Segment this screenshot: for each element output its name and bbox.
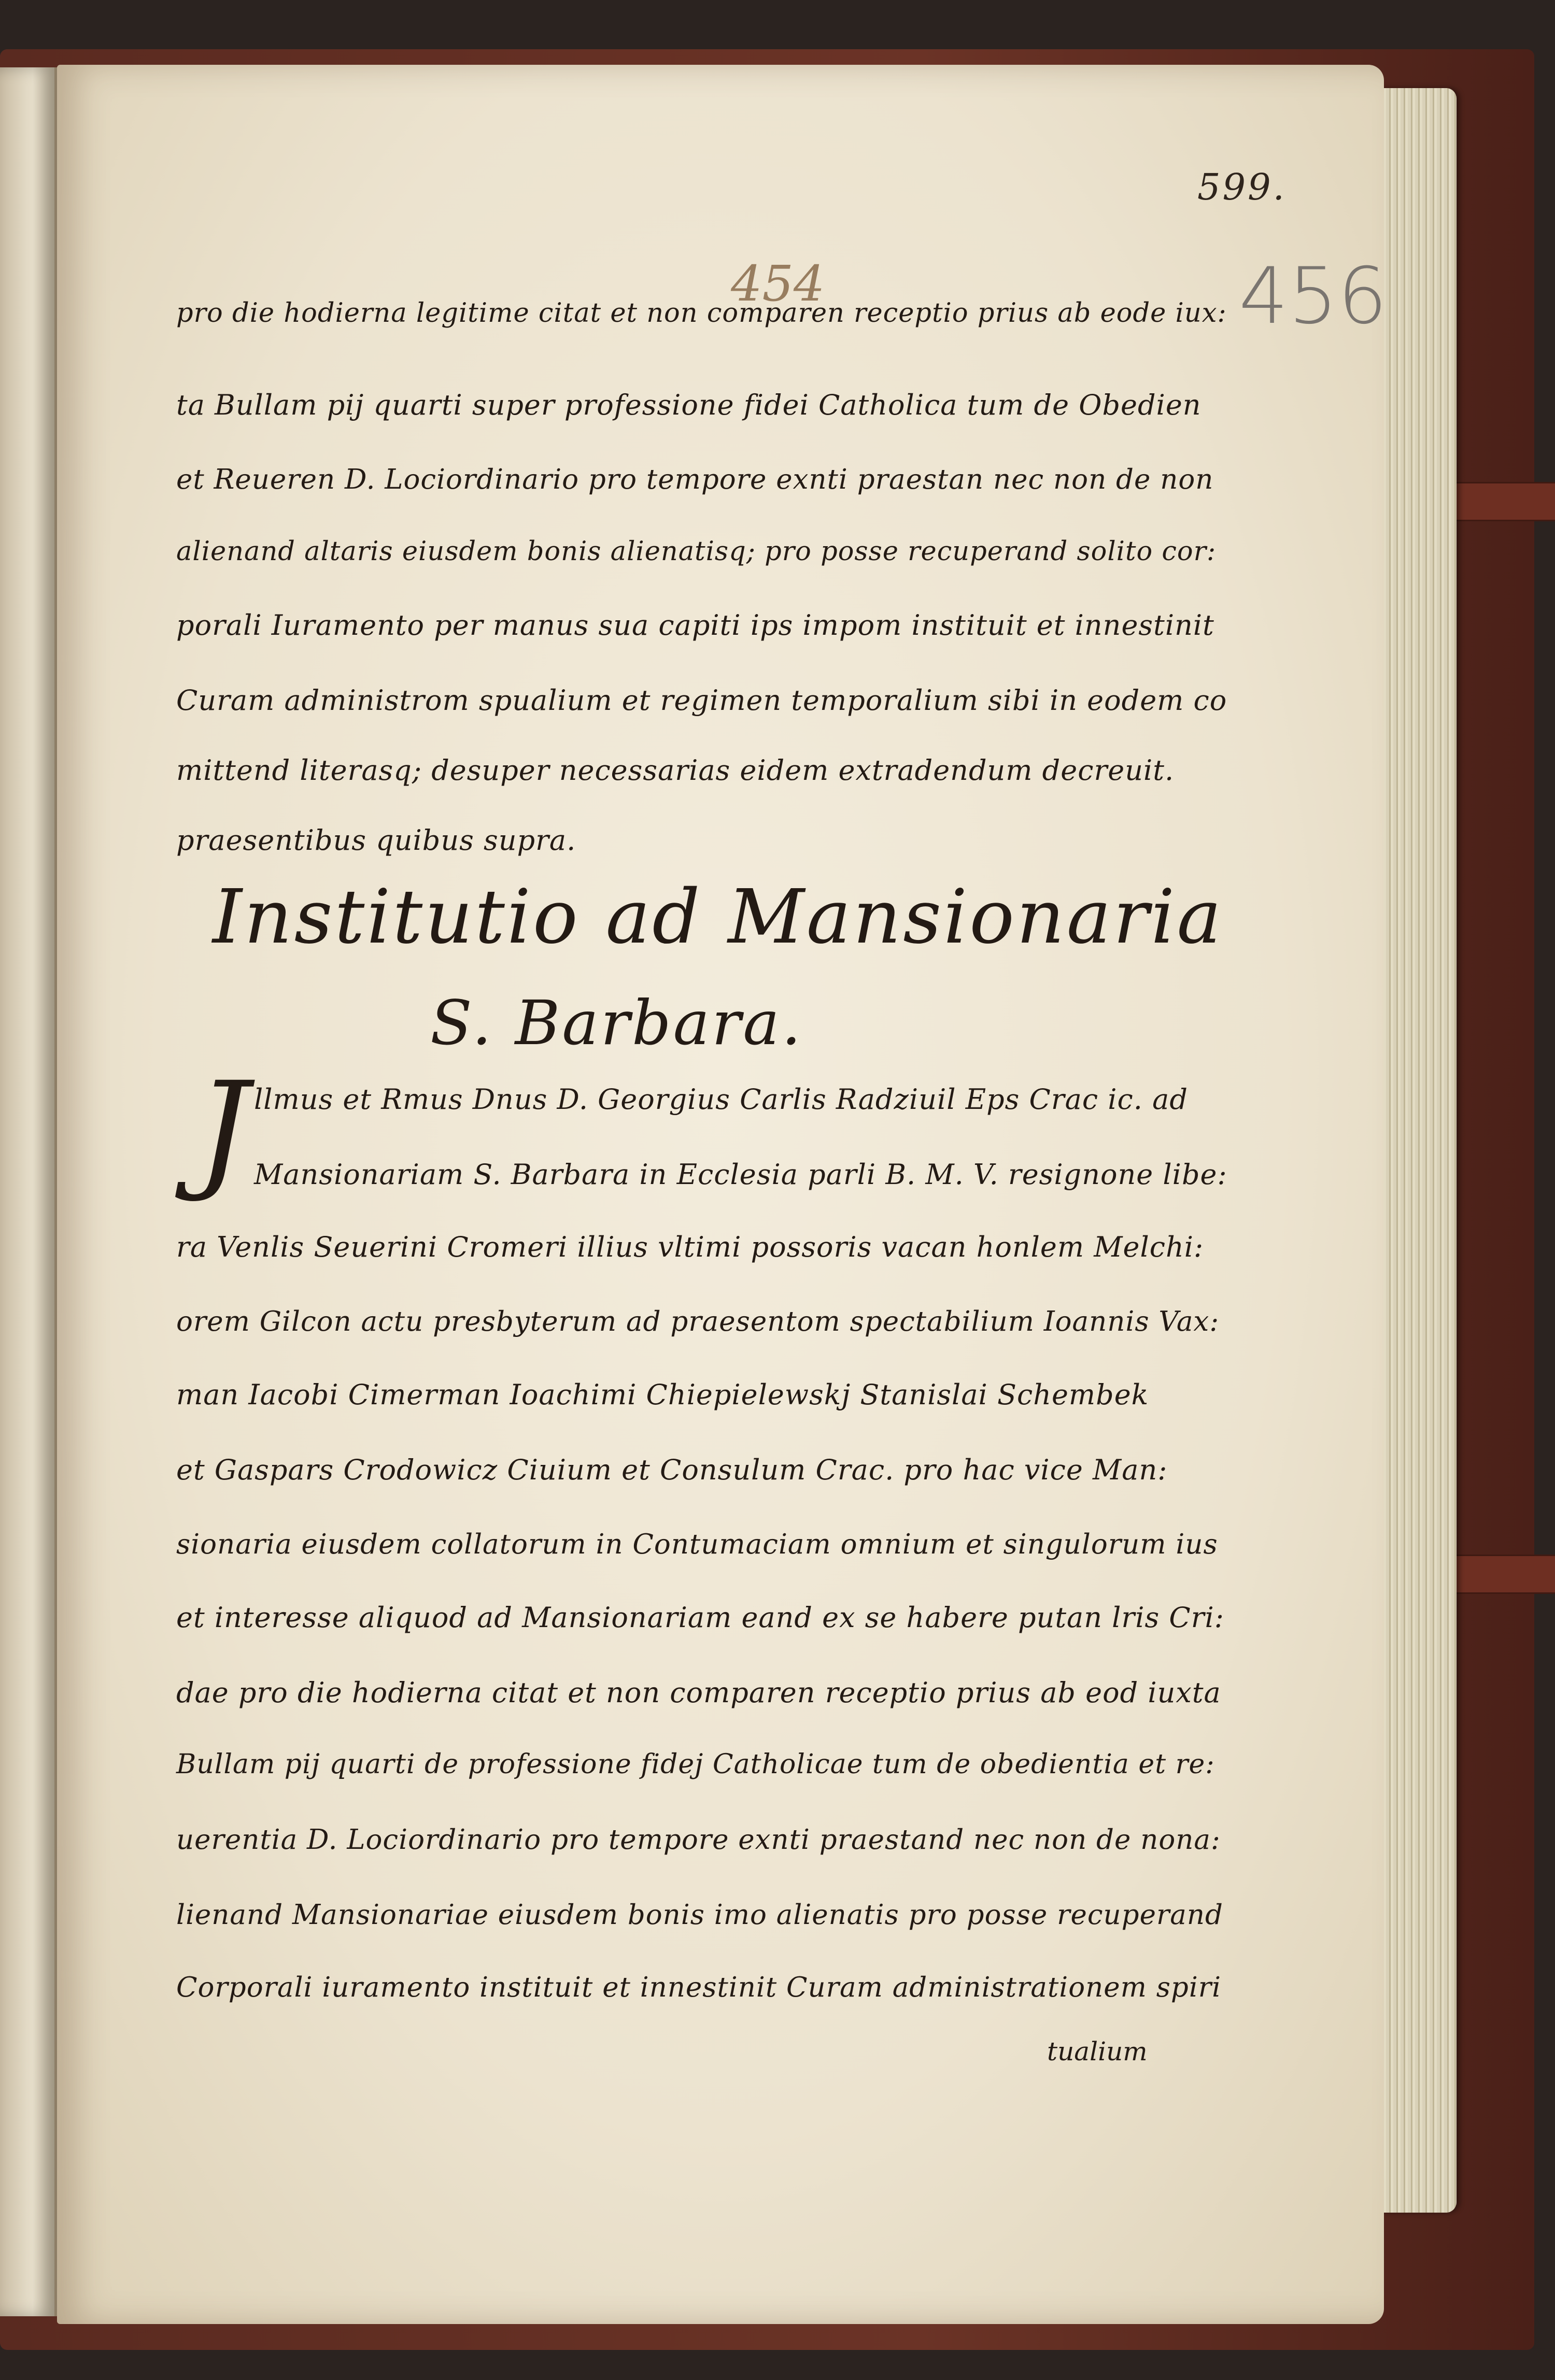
ink-page-number: 454 [731,255,825,312]
text-line: lienand Mansionariae eiusdem bonis imo alienatis pro posse recuperand [176,1899,1223,1931]
text-line: sionaria eiusdem collatorum in Contumaciam omnium et singulorum ius [176,1529,1218,1560]
text-line: llmus et Rmus Dnus D. Georgius Carlis Radziuil Eps Crac ic. ad [254,1083,1188,1116]
text-line: man Iacobi Cimerman Ioachimi Chiepielewskj Stanislai Schembek [176,1378,1149,1411]
manuscript-page [57,65,1388,2324]
text-line: et interesse aliquod ad Mansionariam eand ex se habere putan lris Cri: [176,1601,1224,1634]
text-line: ta Bullam pij quarti super professione fidei Catholica tum de Obedien [176,389,1201,421]
text-line: orem Gilcon actu presbyterum ad praesentom spectabilium Ioannis Vax: [176,1306,1220,1337]
page-stack-edges [1379,88,1457,2213]
text-line: ra Venlis Seuerini Cromeri illius vltimi possoris vacan honlem Melchi: [176,1231,1204,1263]
text-line: dae pro die hodierna citat et non comparen receptio prius ab eod iuxta [176,1676,1221,1709]
text-line: Mansionariam S. Barbara in Ecclesia parli B. M. V. resignone libe: [254,1158,1227,1191]
section-heading: Institutio ad Mansionaria [213,873,1224,960]
text-line: uerentia D. Lociordinario pro tempore exnti praestand nec non de nona: [176,1824,1221,1856]
text-line: alienand altaris eiusdem bonis alienatisq; pro posse recuperand solito cor: [176,536,1217,567]
text-line: porali Iuramento per manus sua capiti ips impom instituit et innestinit [176,609,1214,642]
cover-clasp-upper [1451,482,1555,521]
text-line: et Reueren D. Lociordinario pro tempore exnti praestan nec non de non [176,464,1214,495]
left-page-edge [0,67,58,2316]
section-subheading: S. Barbara. [430,987,803,1059]
text-line: praesentibus quibus supra. [176,824,576,857]
folio-number: 599. [1197,166,1287,208]
text-line: et Gaspars Crodowicz Ciuium et Consulum Crac. pro hac vice Man: [176,1453,1168,1486]
archive-number: 456 [1239,251,1388,341]
text-line: Corporali iuramento instituit et innestinit Curam administrationem spiri [176,1972,1222,2003]
text-line: pro die hodierna legitime citat et non comparen receptio prius ab eode iux: [176,298,1227,329]
text-line: mittend literasq; desuper necessarias eidem extradendum decreuit. [176,754,1175,787]
decorated-initial: J [197,1054,249,1205]
text-line: Bullam pij quarti de professione fidej Catholicae tum de obedientia et re: [176,1749,1215,1780]
catchword: tualium [1047,2036,1148,2067]
text-line: Curam administrom spualium et regimen temporalium sibi in eodem co [176,684,1227,717]
cover-clasp-lower [1451,1555,1555,1594]
